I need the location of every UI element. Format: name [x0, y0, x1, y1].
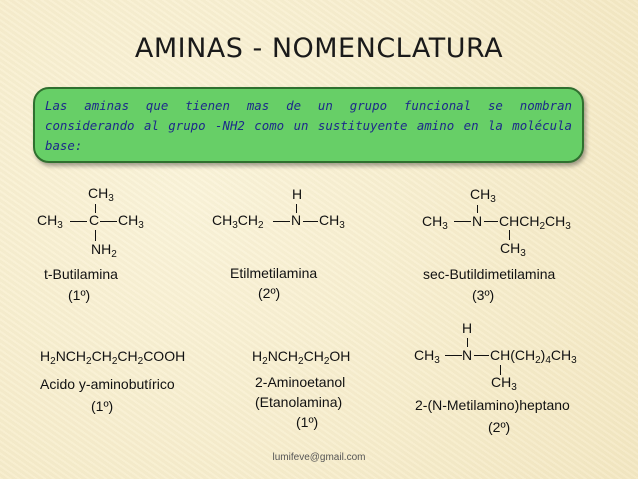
- m2-bond-right: [303, 221, 318, 222]
- m6-name: 2-(N-Metilamino)heptano: [415, 397, 570, 413]
- m2-bond-left: [273, 221, 290, 222]
- m2-top-atom: H: [292, 186, 303, 202]
- m1-top-group: $CH_3$: [88, 185, 114, 204]
- m3-bond-bottom: [509, 230, 510, 240]
- m5-formula: $H_2NCH_2CH_2OH$: [252, 348, 351, 367]
- info-box: [33, 87, 584, 163]
- m3-left-group: $CH_3$: [422, 213, 448, 232]
- m6-center-atom: N: [462, 347, 473, 363]
- page-title: AMINAS - NOMENCLATURA: [134, 33, 504, 64]
- m6-left-group: $CH_3$: [414, 347, 440, 366]
- m6-bottom-group: $CH_3$: [491, 374, 517, 393]
- m3-bond-right: [484, 221, 498, 222]
- m1-name: t-Butilamina: [44, 266, 118, 282]
- author-credit: lumifeve@gmail.com: [272, 452, 366, 463]
- m5-degree: (1º): [296, 414, 319, 430]
- m4-formula: $H_2NCH_2CH_2CH_2COOH$: [40, 348, 186, 367]
- m4-degree: (1º): [91, 398, 114, 414]
- m1-bond-right: [100, 221, 117, 222]
- m6-degree: (2º): [488, 419, 511, 435]
- m1-bond-left: [70, 221, 87, 222]
- m3-right-group: $CHCH_2CH_3$: [499, 213, 571, 232]
- m2-left-group: $CH_3CH_2$: [212, 212, 264, 231]
- m3-bottom-group: $CH_3$: [500, 240, 526, 259]
- m3-bond-left: [454, 221, 471, 222]
- m1-left-group: $CH_3$: [37, 212, 63, 231]
- m2-degree: (2º): [258, 285, 281, 301]
- m2-center-atom: N: [291, 212, 302, 228]
- m6-bond-top: [467, 338, 468, 347]
- m1-bond-bottom: [95, 230, 96, 241]
- m1-right-group: $CH_3$: [118, 212, 144, 231]
- m1-center-atom: C: [89, 212, 100, 228]
- m6-bond-left: [445, 355, 462, 356]
- m3-top-group: $CH_3$: [470, 186, 496, 205]
- m2-name: Etilmetilamina: [230, 265, 318, 281]
- m1-degree: (1º): [68, 287, 91, 303]
- m5-name: 2-Aminoetanol: [255, 374, 346, 390]
- m3-bond-top: [477, 205, 478, 213]
- m3-name: sec-Butildimetilamina: [423, 266, 556, 282]
- m6-right-group: $CH(CH_2)_4CH_3$: [490, 347, 577, 366]
- m6-top-atom: H: [462, 320, 473, 336]
- m2-right-group: $CH_3$: [319, 212, 345, 231]
- m6-bond-right: [474, 355, 489, 356]
- info-text: Las aminas que tienen mas de un grupo funcional se nombran considerando al grupo -NH2 como un sustituyente amino en la molécula base:: [45, 98, 572, 153]
- m5-alt-name: (Etanolamina): [255, 394, 343, 410]
- m3-center-atom: N: [472, 213, 483, 229]
- m4-name: Acido y-aminobutírico: [40, 376, 175, 392]
- m3-degree: (3º): [472, 287, 495, 303]
- m1-bottom-group: $NH_2$: [91, 241, 117, 260]
